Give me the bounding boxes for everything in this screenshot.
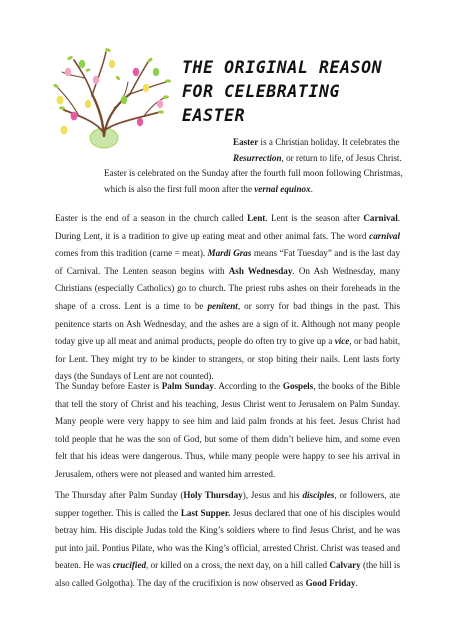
bold-italic-term: carnival [369, 230, 400, 241]
text-run: The Sunday before Easter is [55, 381, 162, 391]
egg-icon [71, 112, 78, 121]
text-run: . Lent is the season after [265, 213, 364, 223]
bold-term: Palm Sunday [161, 381, 214, 391]
text-run: comes from this tradition (carne = meat). [55, 248, 208, 259]
easter-tree-illustration [48, 42, 176, 150]
text-run: , or bad habit, for Lent. They might try to be kinder to strangers, or stop biting their nails. Lent lasts forty days (the Sundays of Lent are not counted). [55, 336, 400, 382]
bold-term: Good Friday [305, 577, 356, 588]
bold-term: Ash Wednesday [228, 265, 293, 276]
egg-icon [109, 60, 115, 68]
egg-icon [143, 84, 149, 92]
egg-icon [93, 76, 99, 84]
title-line-1: THE ORIGINAL REASON [182, 58, 383, 77]
bold-term: Carnival [363, 213, 398, 223]
bold-italic-term: vice [334, 336, 350, 347]
title-line-2: FOR CELEBRATING [182, 82, 341, 101]
paragraph-text [55, 210, 400, 386]
bold-term: Calvary [329, 560, 361, 571]
egg-icon [79, 60, 85, 68]
page-title [182, 56, 432, 128]
text-run: Jesus declared that one of his disciples would betray him. His disciple Judas told the King’s soldiers where to find Jesus Christ, and he was put into jail. Pontius Pilate, who was the King’s official, arrested Christ. Christ was teased and beaten. He was [55, 507, 400, 571]
text-run: , or killed on a cross, the next day, on a hill called [146, 560, 330, 571]
text-run: ), Jesus and his [242, 490, 303, 500]
text-run: Easter is celebrated on the Sunday after the fourth full moon following Christmas, [104, 168, 403, 179]
paragraph-text [55, 487, 400, 593]
text-run: , or return to life, of Jesus Christ. [281, 152, 402, 163]
text-run: . [355, 577, 358, 588]
text-run: . According to the [213, 381, 283, 391]
easter-eggs [57, 60, 164, 135]
text-run: . On Ash Wednesday, many Christians (especially Catholics) go to church. The priest rubs ashes on their foreheads in the shape of a cross. Lent is a time to be [55, 265, 401, 311]
text-run: , or sorry for bad things in the past. This penitence starts on Ash Wednesday, and the ashes are a sign of it. Although not many people today give up all meat and animal products, people do often try to give up a [55, 300, 400, 347]
leaves [53, 47, 171, 113]
egg-icon [133, 68, 139, 76]
egg-icon [65, 68, 71, 76]
intro-line-3 [104, 166, 403, 182]
text-run: (the hill is also called Golgotha). The day of the crucifixion is now observed as [55, 560, 400, 588]
egg-icon [157, 100, 163, 108]
text-run: Easter is the end of a season in the church called [55, 213, 248, 223]
bold-italic-term: Resurrection [233, 152, 282, 163]
text-run: . [310, 183, 313, 194]
bold-italic-term: crucified [112, 560, 147, 571]
egg-icon [85, 100, 91, 108]
paragraph-palm-sunday [55, 378, 400, 484]
bold-italic-term: vernal equinox [254, 183, 311, 194]
text-run: which is also the first full moon after the [104, 183, 255, 194]
paragraph-text [55, 378, 400, 484]
bold-italic-term: penitent [207, 300, 238, 311]
intro-line-2 [233, 151, 402, 167]
egg-icon [137, 118, 143, 126]
bold-term: Easter [233, 137, 259, 147]
text-run: means “Fat Tuesday” and is the last day of Carnival. The Lenten season begins with [55, 248, 400, 276]
bold-term: Last Supper. [180, 507, 231, 518]
bold-term: Holy Thursday [183, 490, 243, 500]
title-line-3: EASTER [182, 106, 246, 125]
paragraph-lent [55, 210, 400, 386]
bold-term: Lent [247, 213, 266, 223]
bold-term: Gospels [282, 381, 314, 391]
text-run: , the books of the Bible that tell the story of Christ and his teaching, Jesus Christ went to Jerusalem on Palm Sunday. Many people were very happy to see him and laid palm fronds at his feet. Jesus Christ had told people that he was the son of God, but some of them didn’t believe him, and some even felt that his ideas were dangerous. Thus, while many people were happy to see his arrival in Jerusalem, others were not pleased and wanted him arrested. [55, 381, 400, 479]
text-run: The Thursday after Palm Sunday ( [55, 490, 184, 500]
egg-icon [121, 96, 127, 104]
text-run: is a Christian holiday. It celebrates the [258, 137, 400, 147]
intro-line-4 [104, 182, 313, 198]
paragraph-holy-thursday [55, 487, 400, 593]
egg-icon [153, 68, 159, 76]
text-run: . During Lent, it is a tradition to give up eating meat and other animal fats. The word [55, 213, 400, 241]
bold-italic-term: Mardi Gras [207, 248, 252, 259]
egg-icon [61, 126, 68, 135]
bold-italic-term: disciples [302, 490, 335, 500]
egg-icon [57, 96, 64, 105]
text-run: , or followers, ate supper together. This is called the [55, 490, 400, 518]
intro-line-1 [233, 135, 400, 151]
